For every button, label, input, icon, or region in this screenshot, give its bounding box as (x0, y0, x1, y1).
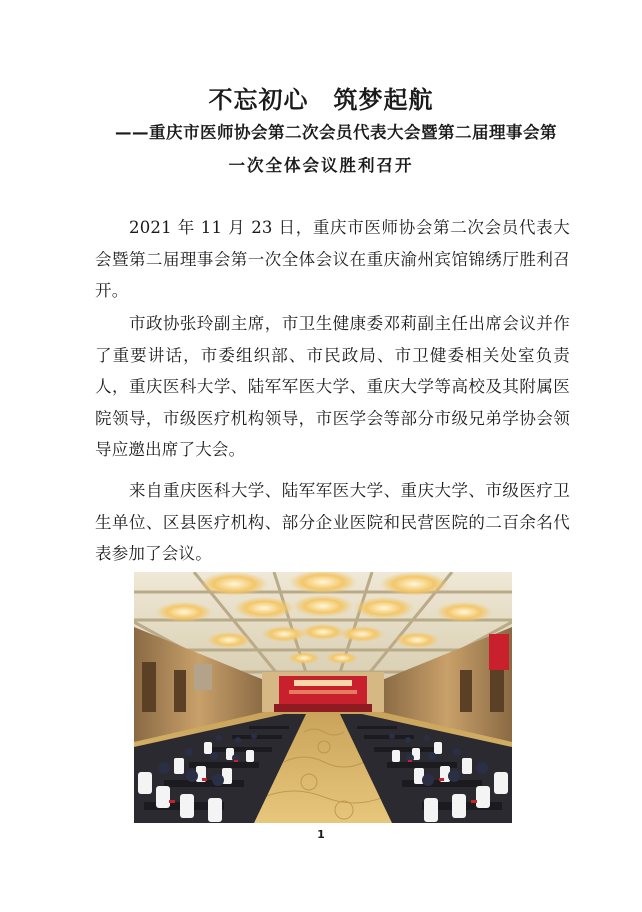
paragraph-3: 来自重庆医科大学、陆军军医大学、重庆大学、市级医疗卫生单位、区县医疗机构、部分企业医院和民营医院的二百余名代表参加了会议。 (95, 481, 570, 564)
stage-front (274, 704, 372, 712)
right-wall-screen (489, 634, 509, 670)
subtitle-line-2: 一次全体会议胜利召开 (228, 156, 414, 175)
left-wall-screen (194, 664, 212, 690)
paragraph-1: 2021 年 11 月 23 日，重庆市医师协会第二次会员代表大会暨第二届理事会第一次全体会议在重庆渝州宾馆锦绣厅胜利召开。 (95, 218, 570, 301)
paragraph-2: 市政协张玲副主席，市卫生健康委邓莉副主任出席会议并作了重要讲话，市委组织部、市民政局、市卫健委相关处室负责人，重庆医科大学、陆军军医大学、重庆大学等高校及其附属医院领导，市级医疗机构领导，市医学会等部分市级兄弟学协会领导应邀出席了大会。 (95, 314, 570, 460)
subtitle-line-1: ——重庆市医师协会第二次会员代表大会暨第二届理事会第 (115, 123, 557, 142)
page-title: 不忘初心 筑梦起航 (208, 86, 434, 114)
conference-hall-photo (134, 572, 512, 823)
page-number: 1 (317, 828, 325, 841)
